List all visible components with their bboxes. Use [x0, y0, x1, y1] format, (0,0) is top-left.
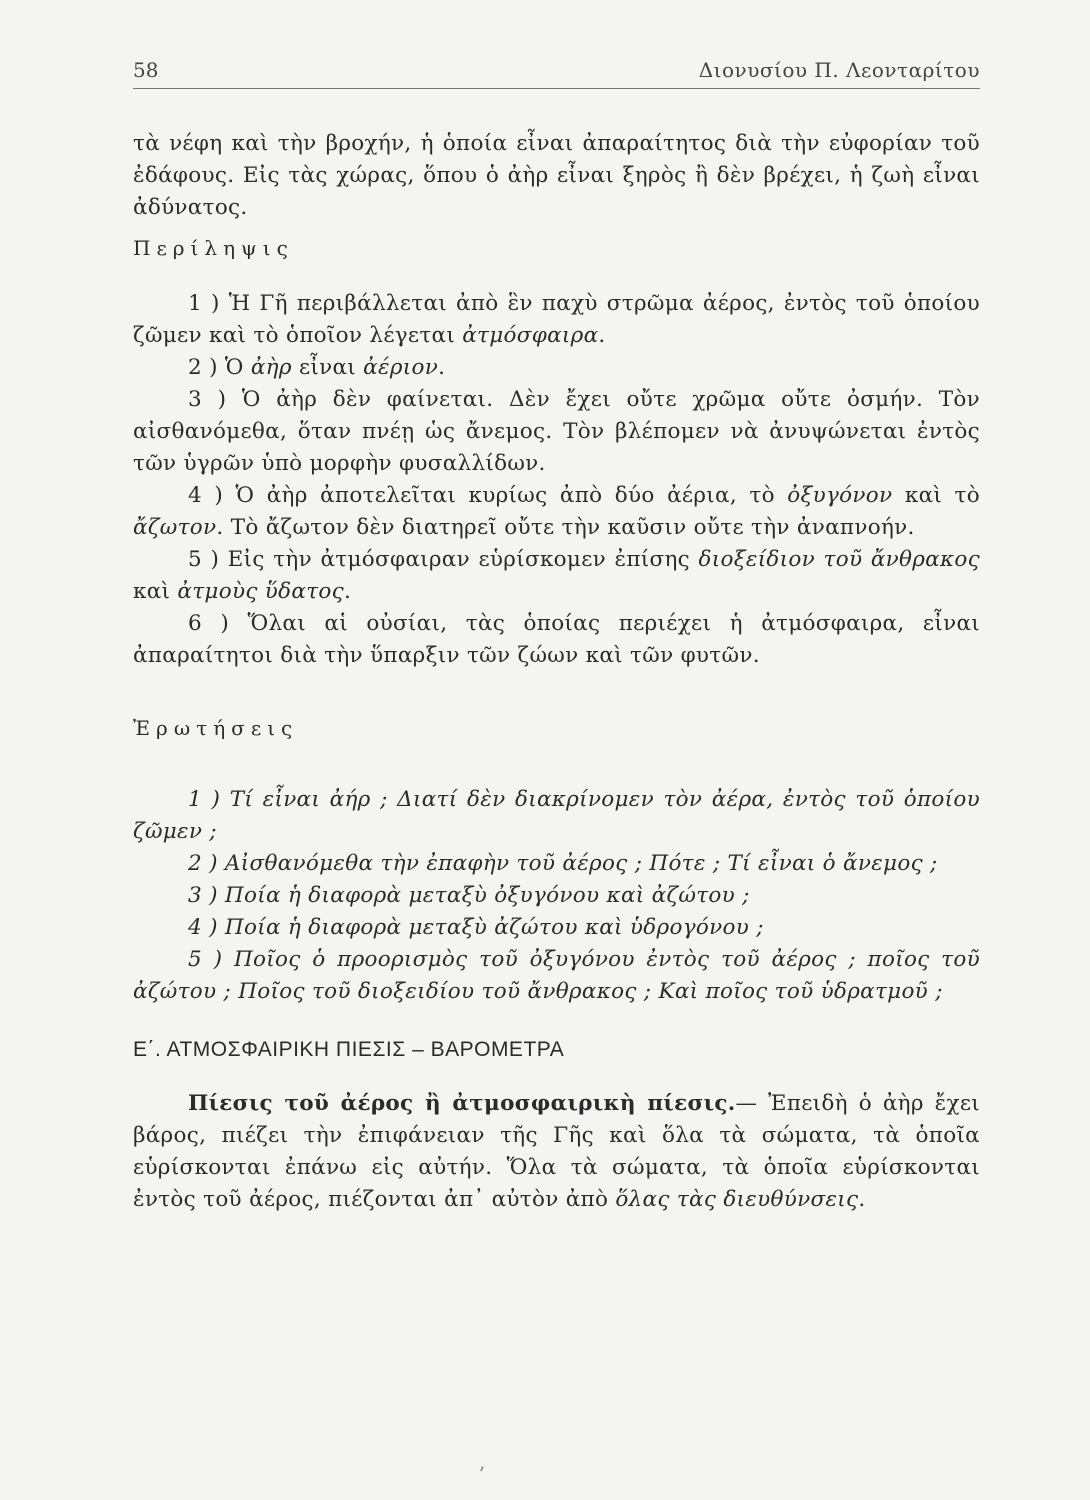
chapter-title: Ε΄. ΑΤΜΟΣΦΑΙΡΙΚΗ ΠΙΕΣΙΣ – ΒΑΡΟΜΕΤΡΑ	[133, 1038, 565, 1061]
section-paragraph: Πίεσις τοῦ ἀέρος ἢ ἀτμοσφαιρικὴ πίεσις.— Ἐπειδὴ ὁ ἀὴρ ἔχει βάρος, πιέζει τὴν ἐπιφάνειαν τῆς Γῆς καὶ ὅλα τὰ σώματα, τὰ ὁποῖα εὑρίσκονται ἐπάνω εἰς αὐτήν. Ὅλα τὰ σώματα, τὰ ὁποῖα εὑρίσκονται ἐντὸς τοῦ ἀέρος, πιέζονται ἀπ᾽ αὐτὸν ἀπὸ ὅλας τὰς διευθύνσεις.	[133, 1091, 980, 1212]
question-item: 2 ) Αἰσθανόμεθα τὴν ἐπαφὴν τοῦ ἀέρος ; Πότε ; Τί εἶναι ὁ ἄνεμος ;	[188, 851, 938, 876]
question-item: 1 ) Τί εἶναι ἀήρ ; Διατί δὲν διακρίνομεν τὸν ἀέρα, ἐντὸς τοῦ ὁποίου ζῶμεν ;	[133, 787, 980, 844]
running-title: Διονυσίου Π. Λεονταρίτου	[698, 58, 980, 82]
question-item: 4 ) Ποία ἡ διαφορὰ μεταξὺ ἀζώτου καὶ ὑδρογόνου ;	[188, 915, 764, 940]
summary-heading: Περίληψις	[133, 236, 294, 260]
summary-item: 1 ) Ἡ Γῆ περιβάλλεται ἀπὸ ἓν παχὺ στρῶμα ἀέρος, ἐντὸς τοῦ ὁποίου ζῶμεν καὶ τὸ ὁποῖον λέγεται ἀτμόσφαιρα.	[133, 291, 980, 348]
page-number: 58	[133, 58, 159, 82]
summary-item: 2 ) Ὁ ἀὴρ εἶναι ἀέριον.	[188, 355, 446, 380]
page-header	[133, 58, 980, 89]
intro-paragraph: τὰ νέφη καὶ τὴν βροχήν, ἡ ὁποία εἶναι ἀπαραίτητος διὰ τὴν εὐφορίαν τοῦ ἐδάφους. Εἰς τὰς χώρας, ὅπου ὁ ἀὴρ εἶναι ξηρὸς ἢ δὲν βρέχει, ἡ ζωὴ εἶναι ἀδύνατος.	[133, 131, 980, 220]
body-text	[133, 128, 980, 1216]
question-item: 3 ) Ποία ἡ διαφορὰ μεταξὺ ὀξυγόνου καὶ ἀζώτου ;	[188, 883, 750, 908]
summary-item: 5 ) Εἰς τὴν ἀτμόσφαιραν εὑρίσκομεν ἐπίσης διοξείδιον τοῦ ἄνθρακος καὶ ἀτμοὺς ὕδατος.	[133, 547, 980, 604]
question-item: 5 ) Ποῖος ὁ προορισμὸς τοῦ ὀξυγόνου ἐντὸς τοῦ ἀέρος ; ποῖος τοῦ ἀζώτου ; Ποῖος τοῦ διοξειδίου τοῦ ἄνθρακος ; Καὶ ποῖος τοῦ ὑδρατμοῦ ;	[133, 947, 980, 1004]
section-lead: Πίεσις τοῦ ἀέρος ἢ ἀτμοσφαιρικὴ πίεσις.	[188, 1091, 736, 1116]
questions-heading: Ἐρωτήσεις	[133, 716, 299, 740]
summary-item: 3 ) Ὁ ἀὴρ δὲν φαίνεται. Δὲν ἔχει οὔτε χρῶμα οὔτε ὀσμήν. Τὸν αἰσθανόμεθα, ὅταν πνέῃ ὡς ἄνεμος. Τὸν βλέπομεν νὰ ἀνυψώνεται ἐντὸς τῶν ὑγρῶν ὑπὸ μορφὴν φυσαλλίδων.	[133, 387, 980, 476]
stray-mark: ʼ	[478, 1462, 485, 1486]
summary-item: 4 ) Ὁ ἀὴρ ἀποτελεῖται κυρίως ἀπὸ δύο ἀέρια, τὸ ὀξυγόνον καὶ τὸ ἄζωτον. Τὸ ἄζωτον δὲν διατηρεῖ οὔτε τὴν καῦσιν οὔτε τὴν ἀναπνοήν.	[133, 483, 980, 540]
summary-item: 6 ) Ὅλαι αἱ οὐσίαι, τὰς ὁποίας περιέχει ἡ ἀτμόσφαιρα, εἶναι ἀπαραίτητοι διὰ τὴν ὕπαρξιν τῶν ζώων καὶ τῶν φυτῶν.	[133, 611, 980, 668]
